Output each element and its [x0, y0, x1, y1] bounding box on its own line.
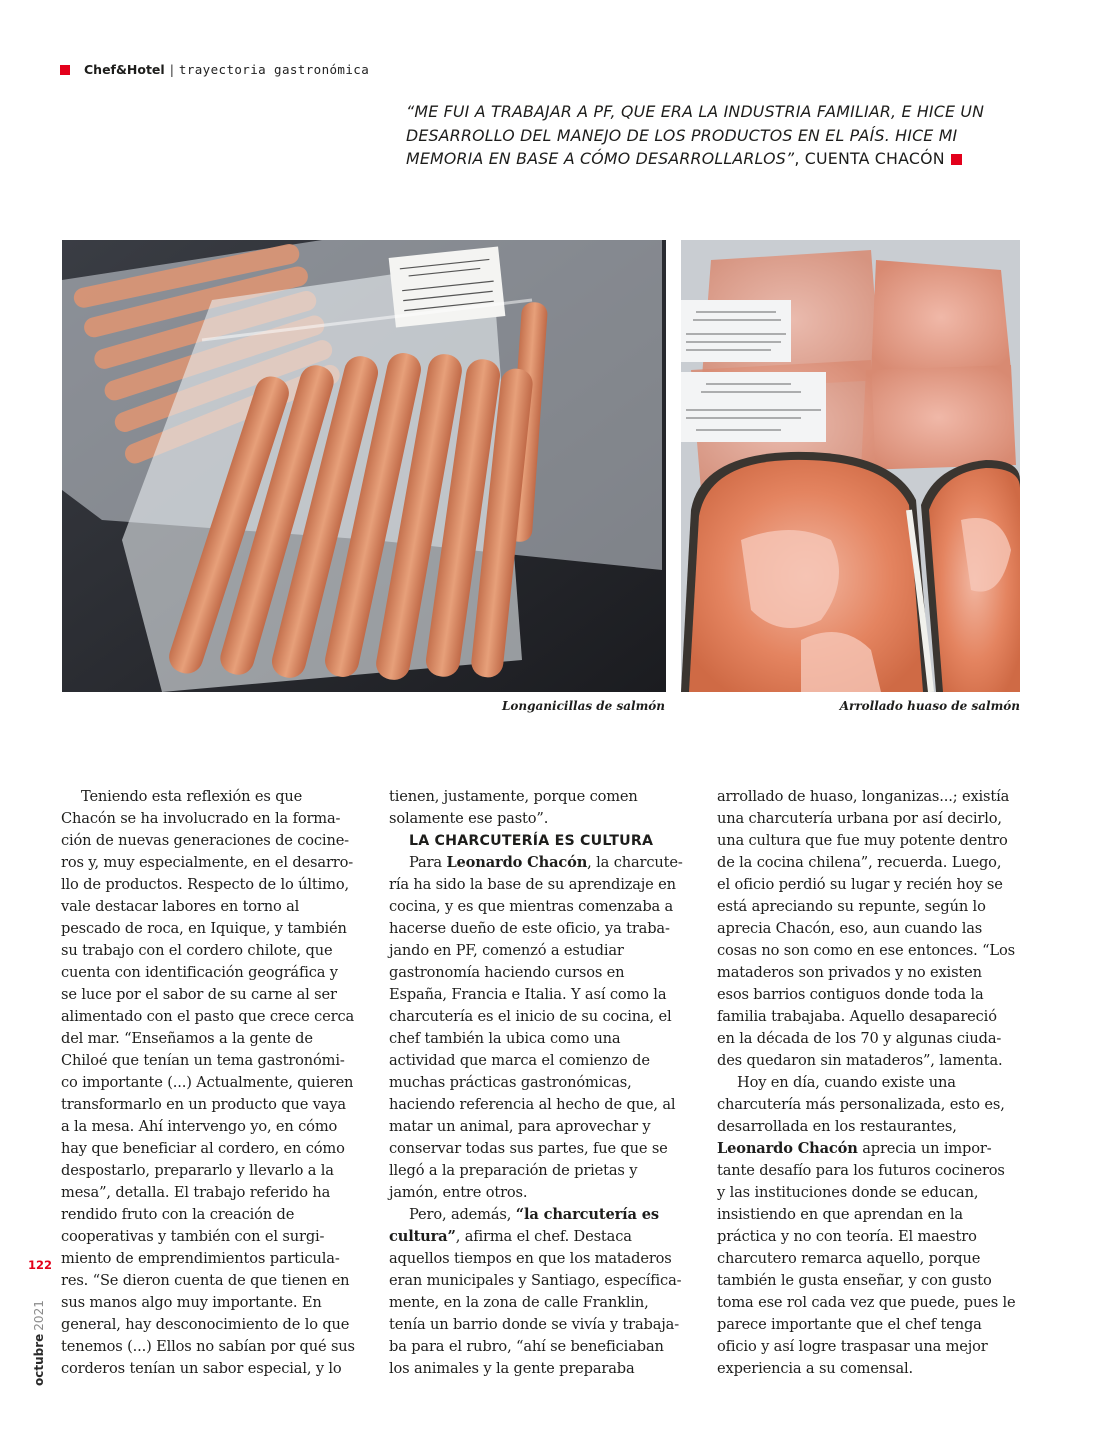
text-line [61, 1182, 373, 1204]
text-run: pescado de roca, en Iquique, y también [61, 920, 347, 937]
text-run: sus manos algo muy importante. En [61, 1294, 322, 1311]
text-line [389, 1072, 701, 1094]
text-run: Hoy en día, cuando existe una [737, 1074, 956, 1091]
text-run: tenía un barrio donde se vivía y trabaja- [389, 1316, 679, 1333]
text-line [61, 1050, 373, 1072]
running-header [60, 62, 369, 77]
red-square-bullet-icon [60, 65, 70, 75]
text-run: tenemos (...) Ellos no sabían por qué sus [61, 1338, 355, 1355]
text-run: rendido fruto con la creación de [61, 1206, 295, 1223]
text-line [61, 1270, 373, 1292]
text-line [717, 1094, 1029, 1116]
text-run: aprecia un impor- [857, 1140, 992, 1157]
text-line [61, 984, 373, 1006]
text-line [389, 1116, 701, 1138]
text-line [717, 1336, 1029, 1358]
text-line [389, 984, 701, 1006]
text-line [389, 852, 701, 874]
text-run: Chiloé que tenían un tema gastronómi- [61, 1052, 345, 1069]
text-run: cooperativas y también con el surgi- [61, 1228, 325, 1245]
text-line [389, 1270, 701, 1292]
text-run: charcutero remarca aquello, porque [717, 1250, 981, 1267]
text-line [389, 940, 701, 962]
text-run: ba para el rubro, “ahí se beneficiaban [389, 1338, 664, 1355]
text-line [717, 1116, 1029, 1138]
text-run: , la charcute- [587, 854, 683, 871]
text-run: transformarlo en un producto que vaya [61, 1096, 346, 1113]
text-run: familia trabajaba. Aquello desapareció [717, 1008, 997, 1025]
text-run: práctica y no con teoría. El maestro [717, 1228, 977, 1245]
text-run: de la cocina chilena”, recuerda. Luego, [717, 854, 1002, 871]
text-line [717, 940, 1029, 962]
text-line [61, 1292, 373, 1314]
sausages-illustration [62, 240, 666, 692]
text-line [61, 1226, 373, 1248]
text-line [717, 984, 1029, 1006]
text-run: mesa”, detalla. El trabajo referido ha [61, 1184, 331, 1201]
text-run: jamón, entre otros. [389, 1184, 528, 1201]
pull-quote-line: DESARROLLO DEL MANEJO DE LOS PRODUCTOS EN EL PAÍS. HICE MI [406, 125, 958, 145]
text-run: arrollado de huaso, longanizas...; existía [717, 788, 1010, 805]
bold-text: Leonardo Chacón [446, 854, 588, 871]
text-run: mataderos son privados y no existen [717, 964, 982, 981]
section-name: trayectoria gastronómica [178, 62, 370, 77]
text-line [61, 1248, 373, 1270]
text-run: ros y, muy especialmente, en el desarro- [61, 854, 354, 871]
text-line [61, 1160, 373, 1182]
text-run: vale destacar labores en torno al [61, 898, 300, 915]
section-heading [389, 830, 701, 852]
text-line [717, 1248, 1029, 1270]
pull-quote-line: “ME FUI A TRABAJAR A PF, QUE ERA LA INDUSTRIA FAMILIAR, E HICE UN [406, 102, 985, 121]
article-column-3 [717, 786, 1029, 1380]
article-column-1 [61, 786, 373, 1380]
text-run: hacerse dueño de este oficio, ya traba- [389, 920, 670, 937]
text-run: jando en PF, comenzó a estudiar [389, 942, 624, 959]
text-run: des quedaron sin mataderos”, lamenta. [717, 1052, 1003, 1069]
issue-month: octubre [32, 1333, 46, 1386]
text-run: actividad que marca el comienzo de [389, 1052, 650, 1069]
text-line [717, 830, 1029, 852]
text-line [389, 1182, 701, 1204]
text-line [61, 896, 373, 918]
text-run: hay que beneficiar al cordero, en cómo [61, 1140, 345, 1157]
text-run: chef también la ubica como una [389, 1030, 621, 1047]
text-run: corderos tenían un sabor especial, y lo [61, 1360, 342, 1377]
text-line [61, 1358, 373, 1380]
text-line [61, 1116, 373, 1138]
bold-text: cultura” [389, 1228, 456, 1245]
text-line [717, 1358, 1029, 1380]
text-run: charcutería es el inicio de su cocina, el [389, 1008, 672, 1025]
text-run: miento de emprendimientos particula- [61, 1250, 340, 1267]
text-run: también le gusta enseñar, y con gusto [717, 1272, 992, 1289]
text-run: aquellos tiempos en que los mataderos [389, 1250, 672, 1267]
text-line [389, 918, 701, 940]
text-line [389, 1138, 701, 1160]
text-run: cosas no son como en ese entonces. “Los [717, 942, 1015, 959]
text-line [717, 1314, 1029, 1336]
text-run: alimentado con el pasto que crece cerca [61, 1008, 355, 1025]
header-separator: | [169, 62, 174, 77]
text-run: Pero, además, [409, 1206, 516, 1223]
text-line [717, 874, 1029, 896]
text-line [61, 1314, 373, 1336]
text-line [389, 1006, 701, 1028]
text-line [717, 1204, 1029, 1226]
text-run: solamente ese pasto”. [389, 810, 549, 827]
text-run: Chacón se ha involucrado en la forma- [61, 810, 341, 827]
text-line [389, 962, 701, 984]
text-run: su trabajo con el cordero chilote, que [61, 942, 333, 959]
page-number: 122 [28, 1258, 53, 1272]
text-line [389, 1314, 701, 1336]
text-run: ría ha sido la base de su aprendizaje en [389, 876, 676, 893]
pull-quote [406, 100, 1006, 171]
text-run: conservar todas sus partes, fue que se [389, 1140, 668, 1157]
text-line [717, 1050, 1029, 1072]
text-line [61, 874, 373, 896]
text-run: co importante (...) Actualmente, quieren [61, 1074, 354, 1091]
text-line [389, 1248, 701, 1270]
issue-year: 2021 [32, 1300, 46, 1331]
text-run: se luce por el sabor de su carne al ser [61, 986, 337, 1003]
text-line [61, 1138, 373, 1160]
text-run: del mar. “Enseñamos a la gente de [61, 1030, 313, 1047]
text-run: toma ese rol cada vez que puede, pues le [717, 1294, 1016, 1311]
text-run: experiencia a su comensal. [717, 1360, 914, 1377]
text-run: muchas prácticas gastronómicas, [389, 1074, 632, 1091]
bold-text: Leonardo Chacón [717, 1140, 858, 1157]
text-line [389, 874, 701, 896]
text-line [61, 830, 373, 852]
text-run: gastronomía haciendo cursos en [389, 964, 625, 981]
text-line [389, 1204, 701, 1226]
text-run: LA CHARCUTERÍA ES CULTURA [409, 833, 654, 849]
text-line [61, 1006, 373, 1028]
text-line [61, 940, 373, 962]
text-run: cocina, y es que mientras comenzaba a [389, 898, 674, 915]
pull-quote-attribution: , CUENTA CHACÓN [794, 149, 945, 168]
text-run: esos barrios contiguos donde toda la [717, 986, 984, 1003]
text-line [389, 896, 701, 918]
text-line [61, 1094, 373, 1116]
text-line [389, 808, 701, 830]
text-line [717, 786, 1029, 808]
text-run: tante desafío para los futuros cocineros [717, 1162, 1005, 1179]
text-run: el oficio perdió su lugar y recién hoy se [717, 876, 1003, 893]
photo-caption: Longanicillas de salmón [501, 699, 665, 713]
bold-text: “la charcutería es [515, 1206, 659, 1223]
text-run: insistiendo en que aprendan en la [717, 1206, 963, 1223]
text-line [717, 896, 1029, 918]
text-line [61, 786, 373, 808]
text-run: eran municipales y Santiago, específica- [389, 1272, 682, 1289]
magazine-brand: Chef&Hotel [84, 62, 165, 77]
photo-caption: Arrollado huaso de salmón [839, 699, 1020, 713]
text-run: , afirma el chef. Destaca [455, 1228, 632, 1245]
issue-date [32, 1300, 46, 1386]
text-line [389, 1094, 701, 1116]
text-run: Teniendo esta reflexión es que [81, 788, 303, 805]
text-line [389, 1358, 701, 1380]
text-line [717, 1292, 1029, 1314]
text-run: oficio y así logre traspasar una mejor [717, 1338, 988, 1355]
text-line [61, 1072, 373, 1094]
red-square-end-icon [951, 154, 962, 165]
text-run: desarrollada en los restaurantes, [717, 1118, 957, 1135]
text-run: general, hay desconocimiento de lo que [61, 1316, 350, 1333]
text-run: en la década de los 70 y algunas ciuda- [717, 1030, 1002, 1047]
rolled-salmon-illustration [681, 240, 1020, 692]
text-run: aprecia Chacón, eso, aun cuando las [717, 920, 983, 937]
photo-rolled-salmon [681, 240, 1020, 692]
text-run: matar un animal, para aprovechar y [389, 1118, 651, 1135]
text-line [61, 808, 373, 830]
text-run: tienen, justamente, porque comen [389, 788, 638, 805]
text-run: ción de nuevas generaciones de cocine- [61, 832, 349, 849]
text-run: res. “Se dieron cuenta de que tienen en [61, 1272, 350, 1289]
text-run: España, Francia e Italia. Y así como la [389, 986, 667, 1003]
text-run: llo de productos. Respecto de lo último, [61, 876, 349, 893]
text-line [717, 918, 1029, 940]
text-line [717, 1160, 1029, 1182]
text-line [717, 808, 1029, 830]
text-line [717, 1072, 1029, 1094]
text-line [61, 852, 373, 874]
text-run: haciendo referencia al hecho de que, al [389, 1096, 676, 1113]
text-run: despostarlo, prepararlo y llevarlo a la [61, 1162, 334, 1179]
article-column-2 [389, 786, 701, 1380]
text-line [717, 1028, 1029, 1050]
text-line [717, 1270, 1029, 1292]
text-line [717, 1138, 1029, 1160]
text-line [717, 852, 1029, 874]
text-run: está apreciando su repunte, según lo [717, 898, 986, 915]
text-line [61, 918, 373, 940]
text-run: charcutería más personalizada, esto es, [717, 1096, 1005, 1113]
text-line [717, 1006, 1029, 1028]
text-run: una charcutería urbana por así decirlo, [717, 810, 1002, 827]
text-run: llegó a la preparación de prietas y [389, 1162, 638, 1179]
text-line [717, 1226, 1029, 1248]
text-line [389, 786, 701, 808]
text-line [717, 1182, 1029, 1204]
pull-quote-line: MEMORIA EN BASE A CÓMO DESARROLLARLOS”, CUENTA CHACÓN [406, 147, 1006, 171]
text-run: parece importante que el chef tenga [717, 1316, 982, 1333]
text-run: cuenta con identificación geográfica y [61, 964, 338, 981]
text-line [61, 1028, 373, 1050]
text-line [389, 1292, 701, 1314]
text-run: y las instituciones donde se educan, [717, 1184, 979, 1201]
photo-salmon-sausages [62, 240, 666, 692]
text-run: Para [409, 854, 447, 871]
text-line [389, 1226, 701, 1248]
text-line [61, 1336, 373, 1358]
text-line [61, 1204, 373, 1226]
text-run: los animales y la gente preparaba [389, 1360, 635, 1377]
text-run: a la mesa. Ahí intervengo yo, en cómo [61, 1118, 338, 1135]
text-line [717, 962, 1029, 984]
text-line [61, 962, 373, 984]
text-line [389, 1336, 701, 1358]
text-line [389, 1028, 701, 1050]
text-run: mente, en la zona de calle Franklin, [389, 1294, 649, 1311]
text-line [389, 1050, 701, 1072]
text-line [389, 1160, 701, 1182]
text-run: una cultura que fue muy potente dentro [717, 832, 1008, 849]
